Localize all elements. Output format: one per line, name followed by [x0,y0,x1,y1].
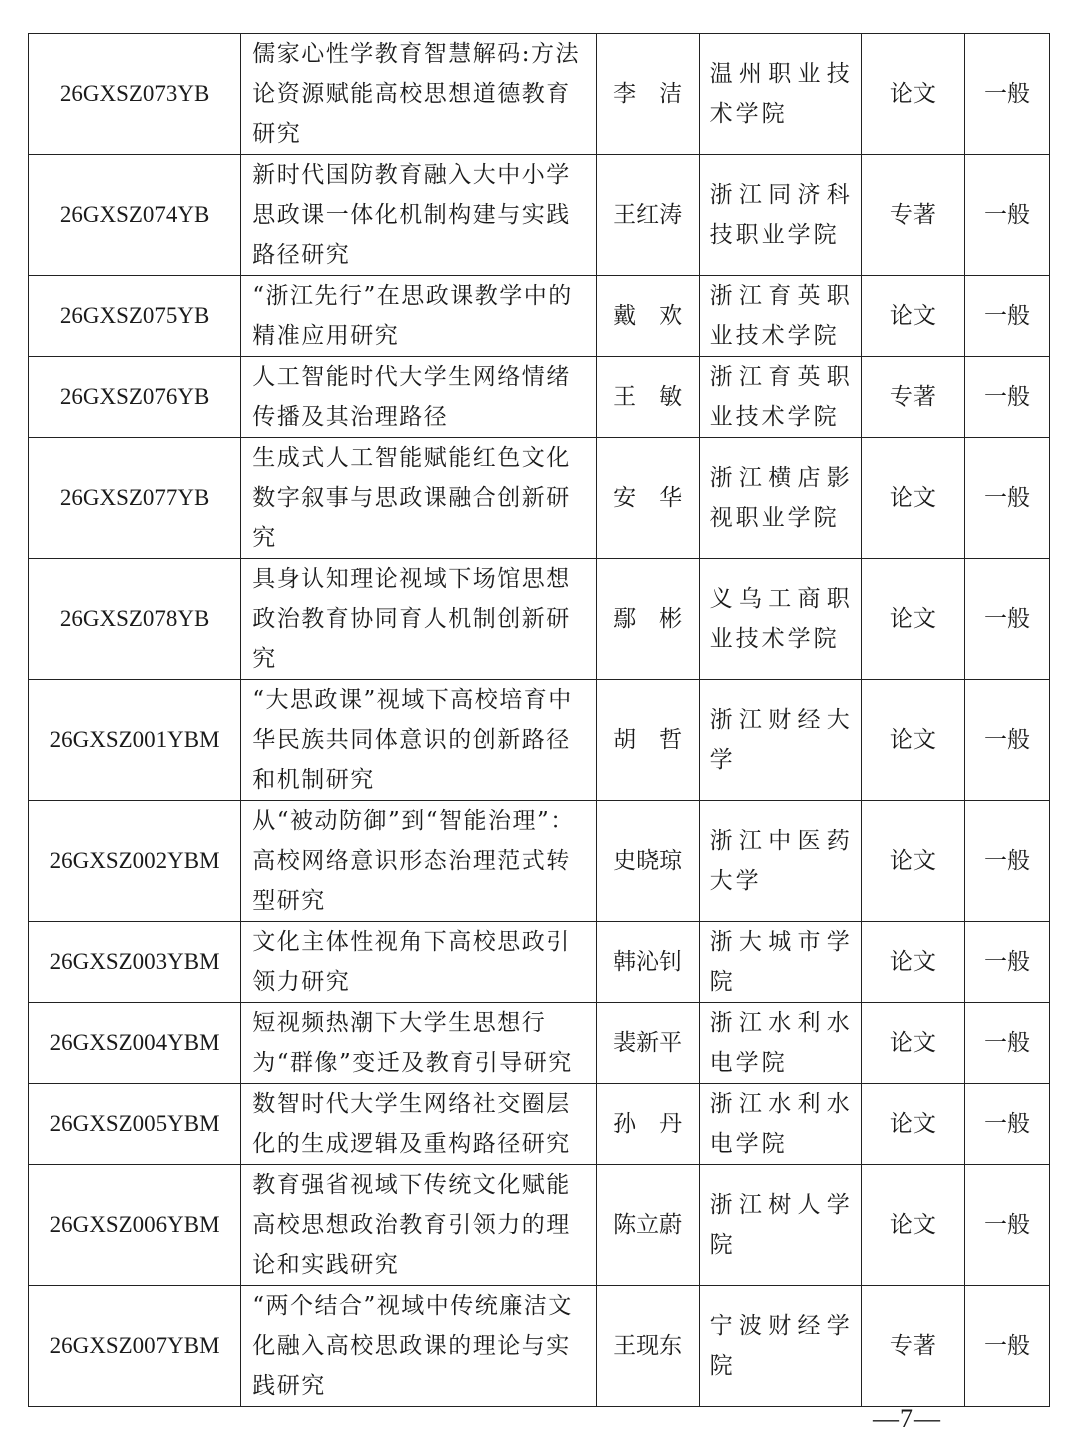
project-list-table [28,33,1050,1407]
project-unit-cell: 浙江育英职业技术学院 [699,276,861,357]
table-row [29,1165,1050,1286]
project-unit-cell: 浙江横店影视职业学院 [699,438,861,559]
project-title-cell: “浙江先行”在思政课教学中的精准应用研究 [241,276,596,357]
project-level-cell: 一般 [964,1003,1049,1084]
table-row [29,1084,1050,1165]
project-title-cell: 新时代国防教育融入大中小学思政课一体化机制构建与实践路径研究 [241,155,596,276]
project-leader-cell: 史晓琼 [596,801,699,922]
result-type-cell: 论文 [861,34,964,155]
project-leader-cell: 胡 哲 [596,680,699,801]
project-code-cell: 26GXSZ006YBM [29,1165,241,1286]
project-unit-cell: 宁波财经学院 [699,1286,861,1407]
project-code-cell: 26GXSZ074YB [29,155,241,276]
project-title-cell: 具身认知理论视域下场馆思想政治教育协同育人机制创新研究 [241,559,596,680]
result-type-cell: 专著 [861,155,964,276]
project-leader-cell: 王现东 [596,1286,699,1407]
project-code-cell: 26GXSZ001YBM [29,680,241,801]
project-level-cell: 一般 [964,922,1049,1003]
project-unit-cell: 浙江水利水电学院 [699,1003,861,1084]
page-number: —7— [873,1404,941,1433]
project-title-cell: 教育强省视域下传统文化赋能高校思想政治教育引领力的理论和实践研究 [241,1165,596,1286]
project-level-cell: 一般 [964,276,1049,357]
project-unit-cell: 浙江育英职业技术学院 [699,357,861,438]
project-unit-cell: 浙江树人学院 [699,1165,861,1286]
project-leader-cell: 韩沁钊 [596,922,699,1003]
project-code-cell: 26GXSZ007YBM [29,1286,241,1407]
project-code-cell: 26GXSZ005YBM [29,1084,241,1165]
project-title-cell: 儒家心性学教育智慧解码:方法论资源赋能高校思想道德教育研究 [241,34,596,155]
table-row [29,559,1050,680]
project-title-cell: 人工智能时代大学生网络情绪传播及其治理路径 [241,357,596,438]
project-leader-cell: 安 华 [596,438,699,559]
project-unit-cell: 浙江水利水电学院 [699,1084,861,1165]
project-leader-cell: 李 洁 [596,34,699,155]
project-title-cell: 从“被动防御”到“智能治理”：高校网络意识形态治理范式转型研究 [241,801,596,922]
table-row [29,680,1050,801]
project-title-cell: 文化主体性视角下高校思政引领力研究 [241,922,596,1003]
project-code-cell: 26GXSZ004YBM [29,1003,241,1084]
result-type-cell: 论文 [861,276,964,357]
project-title-cell: 短视频热潮下大学生思想行为“群像”变迁及教育引导研究 [241,1003,596,1084]
project-leader-cell: 裴新平 [596,1003,699,1084]
result-type-cell: 论文 [861,1165,964,1286]
project-leader-cell: 鄢 彬 [596,559,699,680]
table-row [29,155,1050,276]
project-level-cell: 一般 [964,1286,1049,1407]
project-level-cell: 一般 [964,801,1049,922]
project-title-cell: “大思政课”视域下高校培育中华民族共同体意识的创新路径和机制研究 [241,680,596,801]
result-type-cell: 论文 [861,438,964,559]
project-unit-cell: 浙大城市学院 [699,922,861,1003]
project-unit-cell: 浙江同济科技职业学院 [699,155,861,276]
result-type-cell: 论文 [861,801,964,922]
project-unit-cell: 浙江中医药大学 [699,801,861,922]
project-level-cell: 一般 [964,438,1049,559]
project-title-cell: 数智时代大学生网络社交圈层化的生成逻辑及重构路径研究 [241,1084,596,1165]
project-code-cell: 26GXSZ073YB [29,34,241,155]
project-leader-cell: 戴 欢 [596,276,699,357]
result-type-cell: 论文 [861,922,964,1003]
project-level-cell: 一般 [964,680,1049,801]
project-code-cell: 26GXSZ076YB [29,357,241,438]
project-code-cell: 26GXSZ003YBM [29,922,241,1003]
project-unit-cell: 温州职业技术学院 [699,34,861,155]
table-row [29,1003,1050,1084]
project-level-cell: 一般 [964,155,1049,276]
table-row [29,1286,1050,1407]
project-code-cell: 26GXSZ078YB [29,559,241,680]
table-row [29,34,1050,155]
project-leader-cell: 王红涛 [596,155,699,276]
project-code-cell: 26GXSZ077YB [29,438,241,559]
result-type-cell: 论文 [861,680,964,801]
project-unit-cell: 浙江财经大学 [699,680,861,801]
project-level-cell: 一般 [964,559,1049,680]
project-level-cell: 一般 [964,34,1049,155]
project-level-cell: 一般 [964,357,1049,438]
result-type-cell: 论文 [861,1003,964,1084]
project-level-cell: 一般 [964,1165,1049,1286]
table-row [29,922,1050,1003]
result-type-cell: 论文 [861,1084,964,1165]
project-leader-cell: 陈立蔚 [596,1165,699,1286]
project-code-cell: 26GXSZ002YBM [29,801,241,922]
result-type-cell: 论文 [861,559,964,680]
project-unit-cell: 义乌工商职业技术学院 [699,559,861,680]
table-row [29,357,1050,438]
project-leader-cell: 王 敏 [596,357,699,438]
project-leader-cell: 孙 丹 [596,1084,699,1165]
table-row [29,276,1050,357]
project-title-cell: “两个结合”视域中传统廉洁文化融入高校思政课的理论与实践研究 [241,1286,596,1407]
result-type-cell: 专著 [861,1286,964,1407]
project-code-cell: 26GXSZ075YB [29,276,241,357]
result-type-cell: 专著 [861,357,964,438]
project-title-cell: 生成式人工智能赋能红色文化数字叙事与思政课融合创新研究 [241,438,596,559]
project-level-cell: 一般 [964,1084,1049,1165]
table-row [29,438,1050,559]
table-row [29,801,1050,922]
